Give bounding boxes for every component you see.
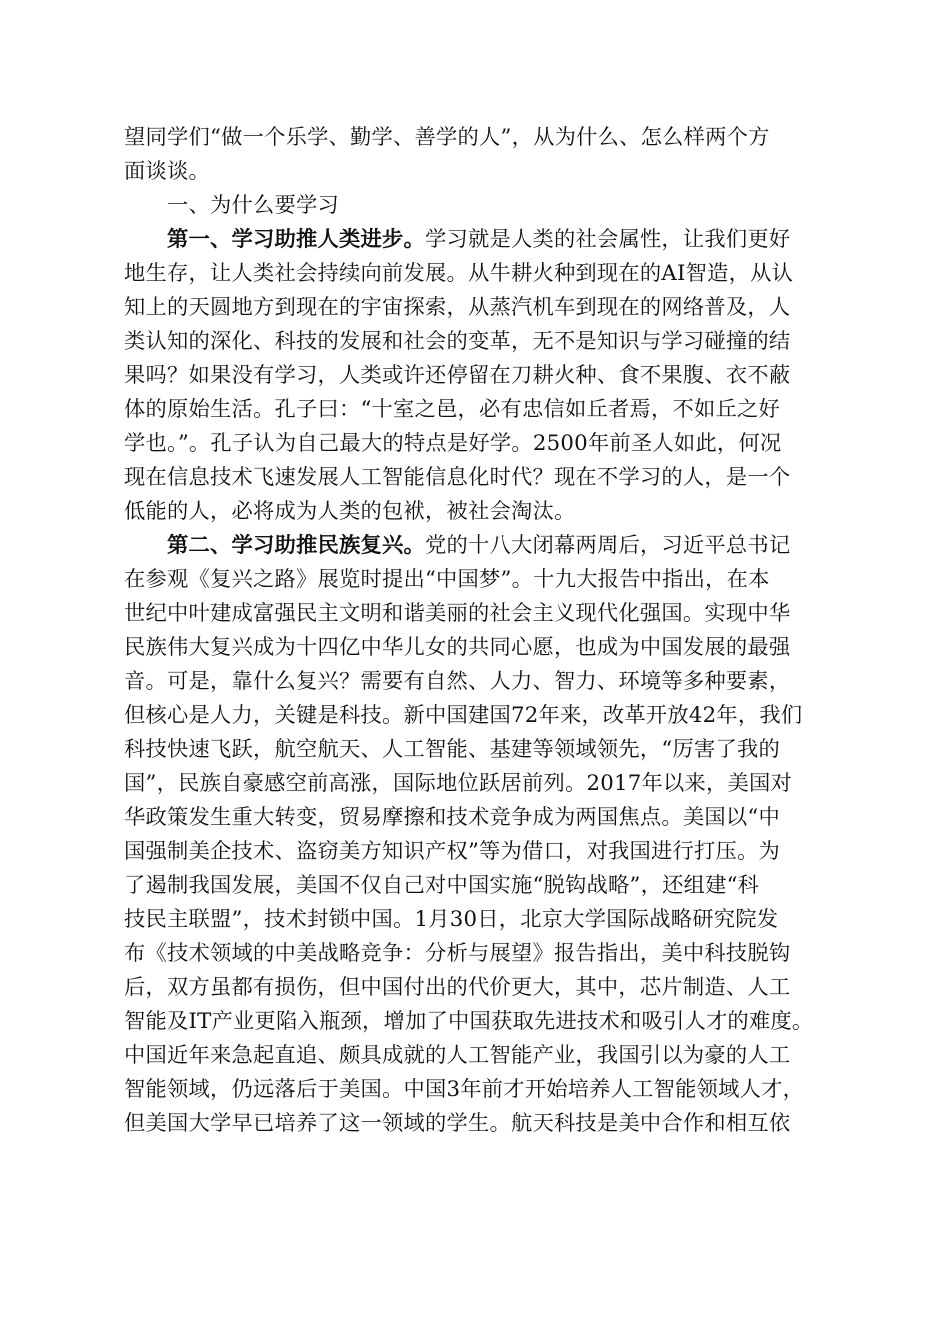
section-heading-text: 一、为什么要学习 <box>167 193 339 219</box>
text-line: 世纪中叶建成富强民主文明和谐美丽的社会主义现代化强国。实现中华 <box>124 601 791 627</box>
text-line: 体的原始生活。孔子曰：“十室之邑，必有忠信如丘者焉，不如丘之好 <box>124 397 780 423</box>
text-line: 科技快速飞跃，航空航天、人工智能、基建等领域领先，“厉害了我的 <box>124 737 780 763</box>
text-line: 类认知的深化、科技的发展和社会的变革，无不是知识与学习碰撞的结 <box>124 329 791 355</box>
text-line: 后，双方虽都有损伤，但中国付出的代价更大，其中，芯片制造、人工 <box>124 975 791 1001</box>
intro-paragraph <box>124 121 844 189</box>
text-line: 果吗？如果没有学习，人类或许还停留在刀耕火种、食不果腹、衣不蔽 <box>124 363 791 389</box>
text-line: 知上的天圆地方到现在的宇宙探索，从蒸汽机车到现在的网络普及，人 <box>124 295 791 321</box>
text-line: 望同学们“做一个乐学、勤学、善学的人”，从为什么、怎么样两个方 <box>124 125 770 150</box>
text-line: 国”，民族自豪感空前高涨，国际地位跃居前列。2017年以来，美国对 <box>124 771 793 797</box>
point-1-paragraph <box>124 223 844 529</box>
text-line: 现在信息技术飞速发展人工智能信息化时代？现在不学习的人，是一个 <box>124 465 791 491</box>
text-line: 布《技术领域的中美战略竞争：分析与展望》报告指出，美中科技脱钩 <box>124 941 791 967</box>
text-line <box>124 223 844 257</box>
text-line: 地生存，让人类社会持续向前发展。从牛耕火种到现在的AI智造，从认 <box>124 261 794 287</box>
text-line: 在参观《复兴之路》展览时提出“中国梦”。十九大报告中指出，在本 <box>124 567 770 593</box>
text-line: 华政策发生重大转变，贸易摩擦和技术竞争成为两国焦点。美国以“中 <box>124 805 780 831</box>
text-line: 学也。”。孔子认为自己最大的特点是好学。2500年前圣人如此，何况 <box>124 431 782 457</box>
text-line-body: 学习就是人类的社会属性，让我们更好 <box>424 227 791 253</box>
text-line: 技民主联盟”，技术封锁中国。1月30日，北京大学国际战略研究院发 <box>124 907 779 933</box>
text-line: 面谈谈。 <box>124 159 210 185</box>
section-heading <box>124 189 844 223</box>
point-2-lead-heading: 第二、学习助推民族复兴。 <box>167 533 425 559</box>
text-line: 国强制美企技术、盗窃美方知识产权”等为借口，对我国进行打压。为 <box>124 839 780 865</box>
text-line-body: 党的十八大闭幕两周后，习近平总书记 <box>424 533 791 559</box>
text-line: 但美国大学早已培养了这一领域的学生。航天科技是美中合作和相互依 <box>124 1111 791 1137</box>
text-line: 智能及IT产业更陷入瓶颈，增加了中国获取先进技术和吸引人才的难度。 <box>124 1009 814 1035</box>
point-1-lead-heading: 第一、学习助推人类进步。 <box>167 227 425 253</box>
text-line: 了遏制我国发展，美国不仅自己对中国实施“脱钩战略”，还组建“科 <box>124 873 760 899</box>
text-line: 低能的人，必将成为人类的包袱，被社会淘汰。 <box>124 499 576 525</box>
text-line <box>124 529 844 563</box>
point-2-paragraph <box>124 529 844 1141</box>
text-line: 音。可是，靠什么复兴？需要有自然、人力、智力、环境等多种要素， <box>124 669 791 695</box>
text-line: 民族伟大复兴成为十四亿中华儿女的共同心愿，也成为中国发展的最强 <box>124 635 791 661</box>
text-line: 中国近年来急起直追、颇具成就的人工智能产业，我国引以为豪的人工 <box>124 1043 791 1069</box>
text-line: 但核心是人力，关键是科技。新中国建国72年来，改革开放42年，我们 <box>124 703 803 729</box>
text-line: 智能领域，仍远落后于美国。中国3年前才开始培养人工智能领域人才， <box>124 1077 805 1103</box>
document-page <box>124 121 844 1141</box>
